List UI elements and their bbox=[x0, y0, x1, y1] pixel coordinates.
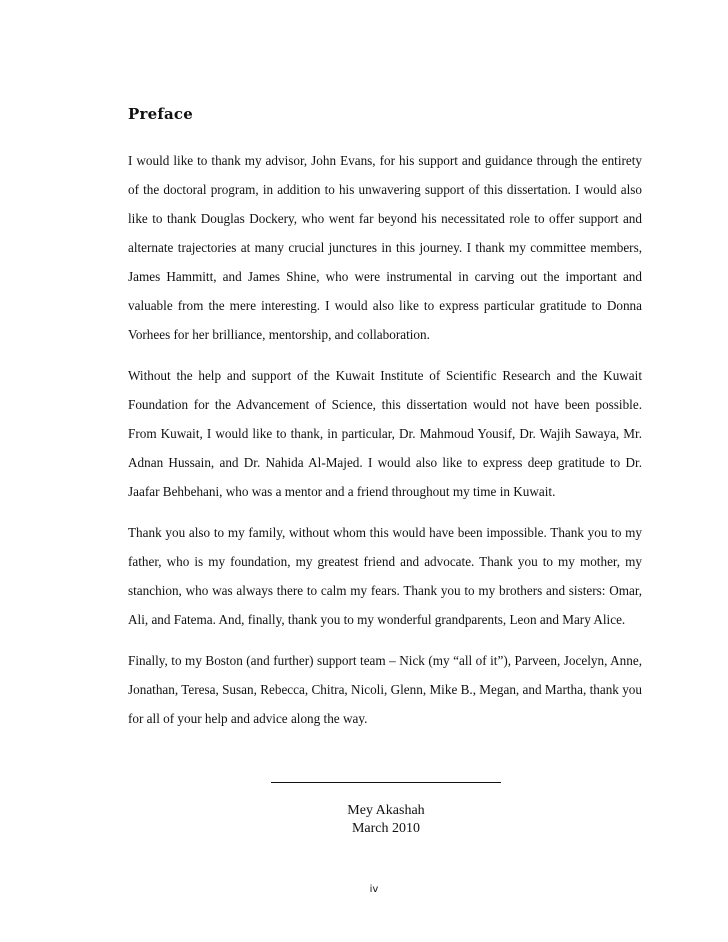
signature-date: March 2010 bbox=[351, 821, 421, 836]
signature-line bbox=[271, 782, 501, 783]
paragraph-kuwait: Without the help and support of the Kuwait Institute of Scientific Research and the Kuwait Foundation for the Advancement of Science, this dissertation would not have been possible. From Kuwait, I would like to thank, in particular, Dr. Mahmoud Yousif, Dr. Wajih Sawaya, Mr. Adnan Hussain, and Dr. Nahida Al-Majed. I would also like to express deep gratitude to Dr. Jaafar Behbehani, who was a mentor and a friend throughout my time in Kuwait. bbox=[128, 368, 642, 499]
signature-block bbox=[270, 770, 502, 836]
paragraph-advisors: I would like to thank my advisor, John Evans, for his support and guidance through the entirety of the doctoral program, in addition to his unwavering support of this dissertation. I would also like to thank Douglas Dockery, who went far beyond his necessitated role to offer support and alternate trajectories at many crucial junctures in this journey. I thank my committee members, James Hammitt, and James Shine, who were instrumental in carving out the important and valuable from the mere interesting. I would also like to express particular gratitude to Donna Vorhees for her brilliance, mentorship, and collaboration. bbox=[128, 153, 642, 342]
page-heading: Preface bbox=[128, 105, 193, 123]
page-number: iv bbox=[369, 884, 379, 895]
preface-body bbox=[128, 146, 642, 745]
signature-name: Mey Akashah bbox=[347, 803, 425, 818]
paragraph-support-team: Finally, to my Boston (and further) support team – Nick (my “all of it”), Parveen, Jocelyn, Anne, Jonathan, Teresa, Susan, Rebecca, Chitra, Nicoli, Glenn, Mike B., Megan, and Martha, thank you for all of your help and advice along the way. bbox=[128, 653, 642, 726]
paragraph-family: Thank you also to my family, without whom this would have been impossible. Thank you to my father, who is my foundation, my greatest friend and advocate. Thank you to my mother, my stanchion, who was always there to calm my fears. Thank you to my brothers and sisters: Omar, Ali, and Fatema. And, finally, thank you to my wonderful grandparents, Leon and Mary Alice. bbox=[128, 525, 642, 627]
